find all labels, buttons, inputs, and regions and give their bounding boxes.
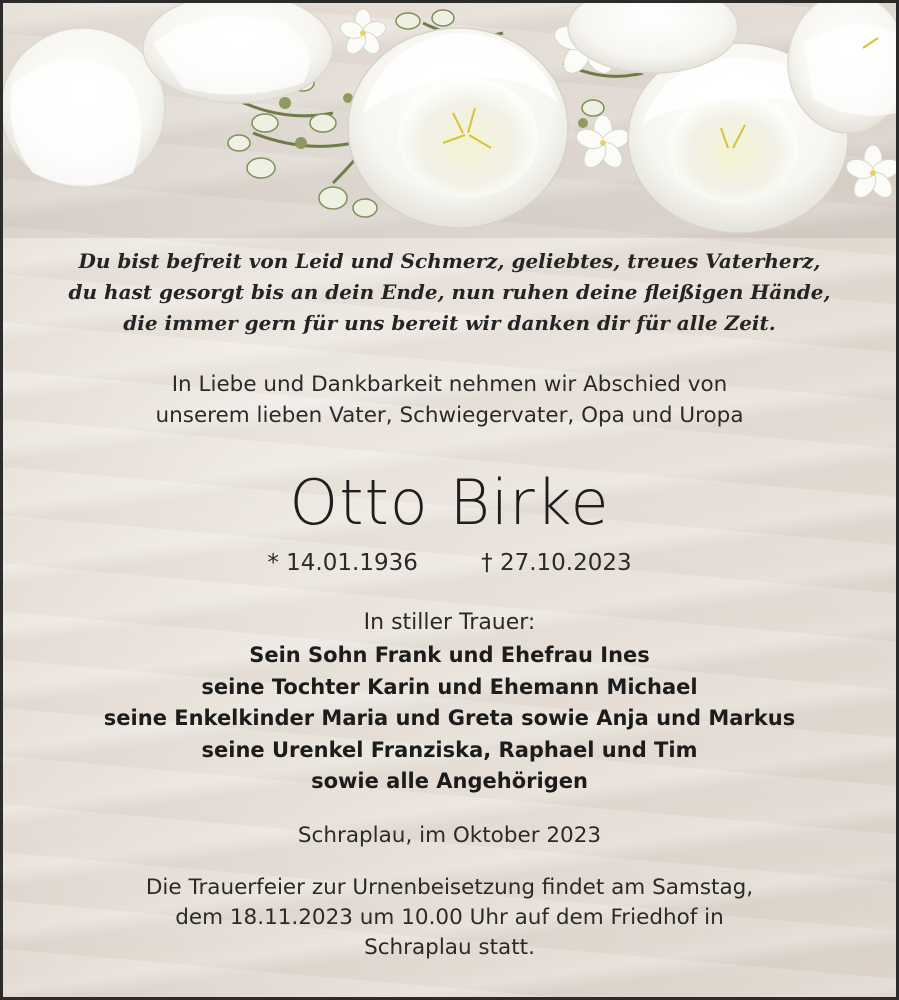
death-date: † 27.10.2023 [481,550,632,576]
service-line: dem 18.11.2023 um 10.00 Uhr auf dem Friedhof in [175,905,724,930]
mourner-line: Sein Sohn Frank und Ehefrau Ines [249,643,650,667]
mourners-list [3,640,896,798]
service-line: Schraplau statt. [364,935,535,960]
intro-line: In Liebe und Dankbarkeit nehmen wir Abschied von [171,372,728,397]
birth-date: * 14.01.1936 [267,550,418,576]
deceased-name: Otto Birke [289,466,610,539]
verse-line: die immer gern für uns bereit wir danken dir für alle Zeit. [123,311,776,335]
tulip-center [348,28,568,228]
mourner-line: seine Enkelkinder Maria und Greta sowie Anja und Markus [103,706,796,730]
verse-line: Du bist befreit von Leid und Schmerz, geliebtes, treues Vaterherz, [78,249,821,273]
farewell-intro [3,369,896,431]
service-line: Die Trauerfeier zur Urnenbeisetzung findet am Samstag, [145,875,754,900]
tulip-top-left [143,3,333,103]
mourner-line: sowie alle Angehörigen [311,769,588,793]
place-date: Schraplau, im Oktober 2023 [297,823,602,848]
intro-line: unserem lieben Vater, Schwiegervater, Opa und Uropa [155,403,744,428]
white-tulip-flowers [3,3,896,238]
life-dates [3,548,896,578]
mourner-line: seine Tochter Karin und Ehemann Michael [201,674,698,699]
mourners-heading: In stiller Trauer: [363,610,536,635]
mourner-line: seine Urenkel Franziska, Raphael und Tim [201,737,698,762]
memorial-verse [3,246,896,339]
tulip-left [3,28,165,188]
verse-line: du hast gesorgt bis an dein Ende, nun ruhen deine fleißigen Hände, [68,280,831,304]
funeral-service-info [3,873,896,963]
